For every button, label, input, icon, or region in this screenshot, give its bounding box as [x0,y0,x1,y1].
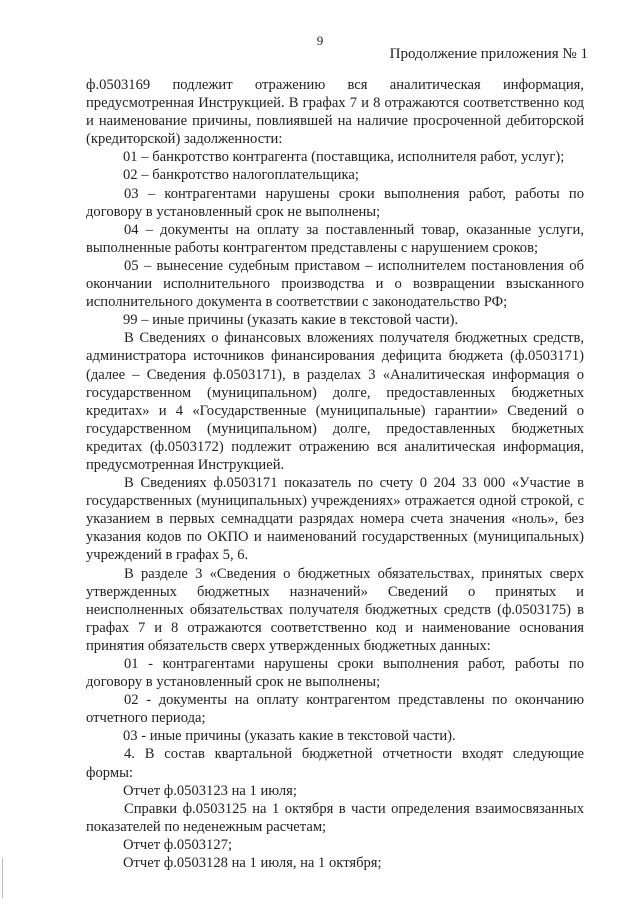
paragraph: 4. В состав квартальной бюджетной отчетности входят следующие формы: [86,746,584,781]
paragraph: В разделе 3 «Сведения о бюджетных обязательствах, принятых сверх утвержденных бюджетных назначений» Сведений о принятых и неисполненных обязательствах получателя бюджетных средств (ф.0503175) в графах 7 и 8 отражаются соответственно код и наименование основания принятия обязательств сверх утвержденных бюджетных данных: [86,565,584,654]
paragraph: 99 – иные причины (указать какие в текстовой части). [123,312,459,329]
paragraph: Справки ф.0503125 на 1 октября в части определения взаимосвязанных показателей по неденежным расчетам; [86,800,584,835]
paragraph: ф.0503169 подлежит отражению вся аналитическая информация, предусмотренная Инструкцией. В графах 7 и 8 отражаются соответственно код и наименование причины, повлиявшей на наличие просроченной дебиторской (кредиторской) задолженности: [86,77,584,148]
continuation-header: Продолжение приложения № 1 [389,46,588,62]
paragraph: Отчет ф.0503127; [123,836,232,853]
paragraph: 05 – вынесение судебным приставом – исполнителем постановления об окончании исполнительного производства и о возвращении взысканного исполнительного документа в соответствии с законодательство РФ; [86,257,584,311]
scan-edge-mark [2,858,3,898]
paragraph: В Сведениях ф.0503171 показатель по счету 0 204 33 000 «Участие в государственных (муниципальных) учреждениях» отражается одной строкой, с указанием в первых семнадцати разрядах номера счета значения «ноль», без указания кодов по ОКПО и наименований государственных (муниципальных) учреждений в графах 5, 6. [86,475,584,564]
paragraph: 03 - иные причины (указать какие в текстовой части). [123,728,456,745]
paragraph: 04 – документы на оплату за поставленный товар, оказанные услуги, выполненные работы контрагентом представлены с нарушением сроков; [86,221,584,256]
paragraph: В Сведениях о финансовых вложениях получателя бюджетных средств, администратора источников финансирования дефицита бюджета (ф.0503171) (далее – Сведения ф.0503171), в разделах 3 «Аналитическая информация о государственном (муниципальном) долге, предоставленных бюджетных кредитах» и 4 «Государственные (муниципальные) гарантии» Сведений о государственном (муниципальном) долге, предоставленных бюджетных кредитах (ф.0503172) подлежит отражению вся аналитическая информация, предусмотренная Инструкцией. [86,330,584,473]
paragraph: 01 – банкротство контрагента (поставщика, исполнителя работ, услуг); [123,149,565,166]
paragraph: 02 – банкротство налогоплательщика; [123,167,359,184]
paragraph: 03 – контрагентами нарушены сроки выполнения работ, работы по договору в установленный срок не выполнены; [86,185,584,220]
paragraph: 01 - контрагентами нарушены сроки выполнения работ, работы по договору в установленный срок не выполнены; [86,656,584,691]
paragraph: Отчет ф.0503123 на 1 июля; [123,782,297,799]
paragraph: Отчет ф.0503128 на 1 июля, на 1 октября; [123,855,382,872]
page-number: 9 [316,33,324,48]
paragraph: 02 - документы на оплату контрагентом представлены по окончанию отчетного периода; [86,692,584,727]
document-body [86,76,584,872]
